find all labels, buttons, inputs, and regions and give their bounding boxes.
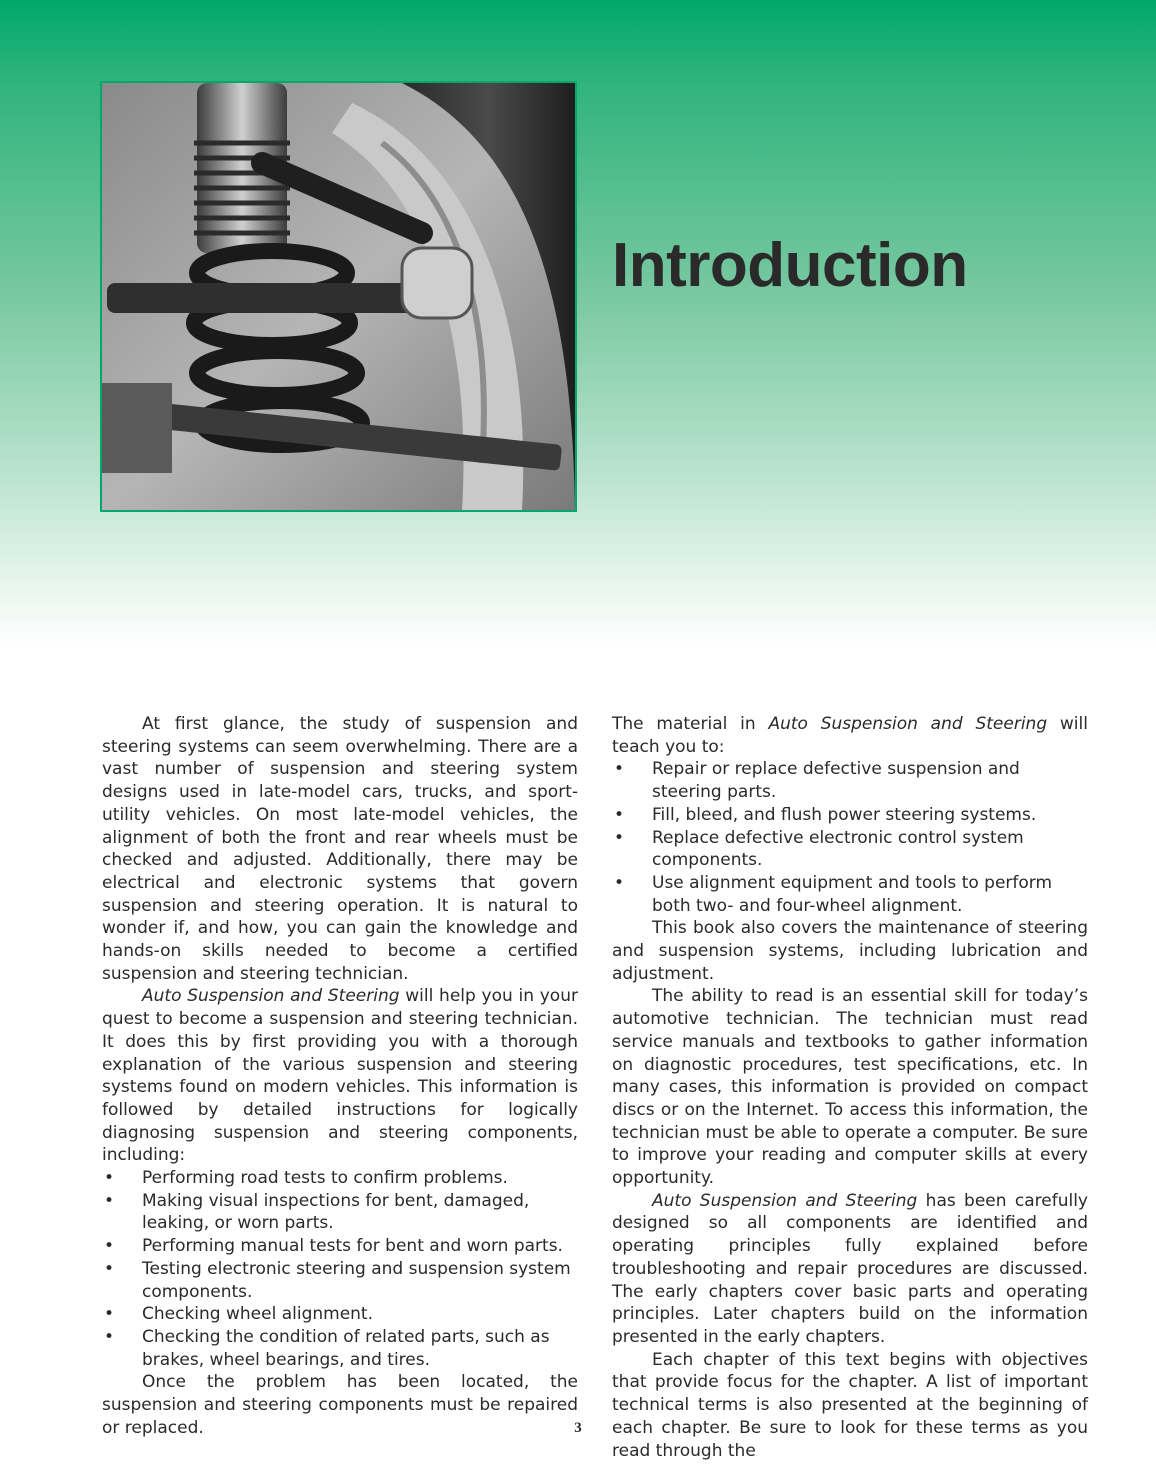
paragraph: The ability to read is an essential skill for today’s automotive technician. The technician must read service manuals and textbooks to gather information on diagnostic procedures, test specifications, etc. In many cases, this information is provided on compact discs or on the Internet. To access this information, the technician must be able to operate a computer. Be sure to improve your reading and computer skills at every opportunity. [612,986,1088,1189]
paragraph: Auto Suspension and Steering has been carefully designed so all components are identified and operating principles fully explained before troubleshooting and repair procedures are discussed. The early chapters cover basic parts and operating principles. Later chapters build on the information presented in the early chapters. [612,1190,1088,1347]
list-item: • Testing electronic steering and suspension system components. [104,1258,571,1302]
bullet-icon: • [104,1190,115,1211]
list-item: • Making visual inspections for bent, damaged, leaking, or worn parts. [104,1190,530,1234]
bullet-icon: • [614,804,625,825]
skills-list [612,758,1088,917]
diagnosis-list [102,1167,578,1371]
book-title: Auto Suspension and Steering [652,1190,918,1211]
right-text-column [612,713,1088,1462]
list-item: • Performing road tests to confirm problems. [104,1168,508,1189]
list-item: • Replace defective electronic control system components. [614,827,1024,871]
bullet-icon: • [614,872,625,893]
paragraph: Once the problem has been located, the suspension and steering components must be repaired or replaced. [102,1372,578,1438]
paragraph: Auto Suspension and Steering will help you in your quest to become a suspension and steering technician. It does this by first providing you with a thorough explanation of the various suspension and steering systems found on modern vehicles. This information is followed by detailed instructions for logically diagnosing suspension and steering components, including: [102,986,578,1166]
paragraph: The material in Auto Suspension and Steering will teach you to: [612,714,1088,757]
paragraph: Each chapter of this text begins with objectives that provide focus for the chapter. A list of important technical terms is also presented at the beginning of each chapter. Be sure to look for these terms as you read through the [612,1349,1088,1461]
list-item: • Performing manual tests for bent and worn parts. [104,1236,563,1257]
bullet-icon: • [104,1304,115,1325]
list-item: • Checking the condition of related parts, such as brakes, wheel bearings, and tires. [104,1326,550,1370]
bullet-icon: • [104,1168,115,1189]
bullet-icon: • [104,1326,115,1347]
page-number: 3 [574,1420,582,1436]
bullet-icon: • [104,1236,115,1257]
paragraph: This book also covers the maintenance of steering and suspension systems, including lubrication and adjustment. [612,918,1088,984]
bullet-icon: • [614,827,625,848]
book-title: Auto Suspension and Steering [142,986,400,1007]
list-item: • Checking wheel alignment. [104,1304,374,1325]
left-text-column [102,713,578,1440]
bullet-icon: • [614,759,625,780]
book-title: Auto Suspension and Steering [768,714,1048,734]
list-item: • Repair or replace defective suspension and steering parts. [614,759,1020,803]
bullet-icon: • [104,1258,115,1279]
list-item: • Fill, bleed, and flush power steering systems. [614,804,1037,825]
page-title: Introduction [612,231,968,300]
suspension-photo [100,81,577,512]
list-item: • Use alignment equipment and tools to perform both two- and four-wheel alignment. [614,872,1053,916]
paragraph: At first glance, the study of suspension and steering systems can seem overwhelming. There are a vast number of suspension and steering system designs used in late-model cars, trucks, and sport-utility vehicles. On most late-model vehicles, the alignment of both the front and rear wheels must be checked and adjusted. Additionally, there may be electrical and electronic systems that govern suspension and steering operation. It is natural to wonder if, and how, you can gain the knowledge and hands-on skills needed to become a certified suspension and steering technician. [102,714,578,984]
